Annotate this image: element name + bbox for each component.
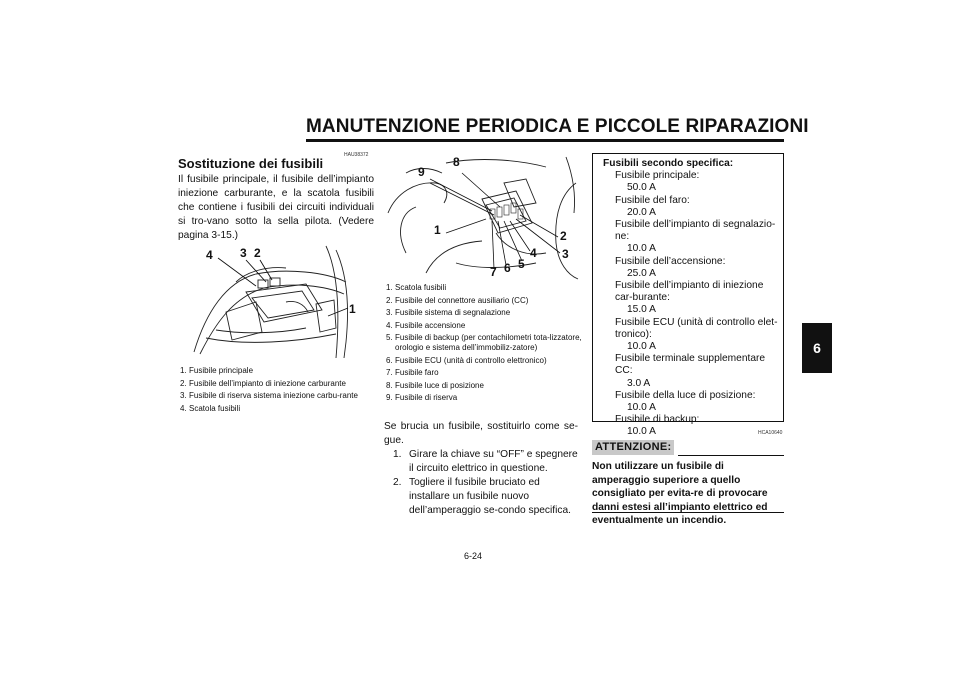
- spec-value: 10.0 A: [627, 402, 656, 414]
- page-number: 6-24: [464, 551, 483, 561]
- callout-7: 7: [490, 265, 497, 279]
- callout-5: 5: [518, 257, 525, 271]
- spec-title: Fusibili secondo specifica:: [603, 158, 734, 169]
- legend-item: 5. Fusibile di backup (per contachilometri tota-lizzatore, orologio e sistema dell’immobiliz-zatore): [386, 333, 582, 352]
- callout-4: 4: [206, 248, 213, 262]
- figure-fuse-box-drawing: [386, 153, 580, 281]
- callout-1: 1: [349, 302, 356, 316]
- spec-value: 25.0 A: [627, 267, 656, 279]
- spec-name: Fusibile di backup:: [615, 414, 700, 426]
- caution-label: ATTENZIONE:: [592, 440, 674, 455]
- spec-name: Fusibile dell’accensione:: [615, 255, 726, 267]
- spec-value: 3.0 A: [627, 377, 651, 389]
- callout-9: 9: [418, 165, 425, 179]
- legend-item: 4. Fusibile accensione: [386, 320, 466, 330]
- legend-item: 9. Fusibile di riserva: [386, 393, 458, 402]
- legend-item: 3. Fusibile sistema di segnalazione: [386, 308, 511, 317]
- legend-item: 2. Fusibile dell’impianto di iniezione carburante: [180, 378, 346, 388]
- caution-rule: [678, 455, 784, 456]
- legend-item: 8. Fusibile luce di posizione: [386, 380, 484, 390]
- caution-code: HCA10640: [758, 430, 783, 436]
- spec-value: 10.0 A: [627, 341, 656, 353]
- spec-value: 50.0 A: [627, 182, 656, 194]
- legend-item: 1. Scatola fusibili: [386, 283, 447, 292]
- legend-item: 4. Scatola fusibili: [180, 403, 241, 413]
- callout-4: 4: [530, 246, 537, 260]
- procedure-steps: [376, 448, 580, 518]
- spec-value: 10.0 A: [627, 243, 656, 255]
- callout-8: 8: [453, 155, 460, 169]
- spec-name: Fusibile dell’impianto di iniezione car-burante:: [615, 280, 764, 304]
- figure2-legend: [386, 283, 582, 406]
- spec-value: 20.0 A: [627, 206, 656, 218]
- callout-1: 1: [434, 223, 441, 237]
- spec-value: 15.0 A: [627, 304, 656, 316]
- spec-name: Fusibile terminale supplementare CC:: [615, 353, 766, 377]
- spec-value: 10.0 A: [627, 426, 656, 438]
- legend-item: 1. Fusibile principale: [180, 366, 254, 375]
- callout-3: 3: [240, 246, 247, 260]
- section-code: HAU38372: [344, 152, 369, 158]
- spec-name: Fusibile ECU (unità di controllo elet-tronico):: [615, 316, 778, 340]
- legend-item: 2. Fusibile del connettore ausiliario (CC): [386, 295, 529, 305]
- figure-fuse-location: [186, 242, 366, 360]
- figure-fuse-location-drawing: [186, 242, 366, 360]
- legend-item: 3. Fusibile di riserva sistema iniezione carbu-rante: [180, 391, 358, 400]
- spec-name: Fusibile del faro:: [615, 194, 690, 206]
- figure1-legend: [180, 366, 376, 416]
- page-header-title: MANUTENZIONE PERIODICA E PICCOLE RIPARAZIONI: [306, 116, 809, 137]
- callout-2: 2: [254, 246, 261, 260]
- procedure-step: 1. Girare la chiave su “OFF” e spegnere il circuito elettrico in questione.: [393, 449, 578, 474]
- caution-bottom-rule: [592, 512, 784, 513]
- header-rule: [306, 139, 784, 142]
- spec-name: Fusibile principale:: [615, 170, 700, 182]
- procedure-intro: Se brucia un fusibile, sostituirlo come se-gue.: [384, 421, 578, 446]
- section-intro: Il fusibile principale, il fusibile dell’impianto iniezione carburante, e la scatola fusibili che contiene i fusibili dei circuiti individuali si tro-vano sotto la sella pilota. (Vedere pagina 3-15.): [178, 174, 374, 241]
- callout-3: 3: [562, 247, 569, 261]
- chapter-tab: 6: [802, 323, 832, 373]
- legend-item: 6. Fusibile ECU (unità di controllo elettronico): [386, 355, 547, 365]
- spec-name: Fusibile della luce di posizione:: [615, 389, 756, 401]
- callout-2: 2: [560, 229, 567, 243]
- spec-name: Fusibile dell’impianto di segnalazio-ne:: [615, 219, 776, 243]
- legend-item: 7. Fusibile faro: [386, 368, 439, 377]
- procedure-step: 2. Togliere il fusibile bruciato ed installare un fusibile nuovo dell’amperaggio se-condo specifica.: [393, 477, 571, 516]
- caution-text: Non utilizzare un fusibile di amperaggio superiore a quello consigliato per evita-re di provocare danni estesi all’impianto elettrico ed eventualmente un incendio.: [592, 461, 768, 526]
- callout-6: 6: [504, 261, 511, 275]
- figure-fuse-box: [386, 153, 580, 281]
- section-title: Sostituzione dei fusibili: [178, 156, 324, 171]
